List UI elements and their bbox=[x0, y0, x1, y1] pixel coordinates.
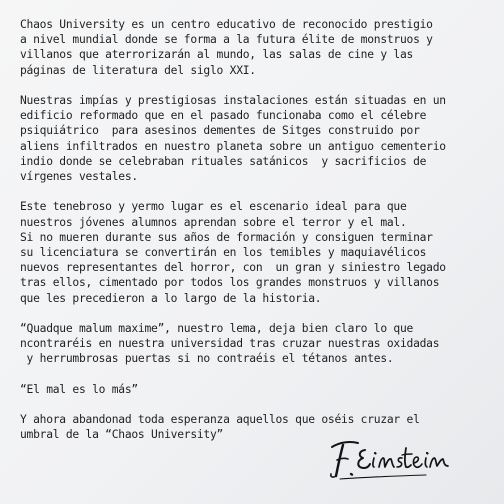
text-line: que les precedieron a lo largo de la historia. bbox=[20, 291, 322, 305]
text-line: páginas de literatura del siglo XXI. bbox=[20, 63, 256, 77]
text-line: Chaos University es un centro educativo de reconocido prestigio bbox=[20, 18, 433, 31]
text-line: “El mal es lo más” bbox=[20, 382, 138, 396]
text-line: nuestros jóvenes alumnos aprendan sobre el terror y el mal. bbox=[20, 215, 407, 229]
text-line: edificio reformado que en el pasado funcionaba como el célebre bbox=[20, 109, 427, 123]
text-line: nuevos representantes del horror, con un gran y siniestro legado bbox=[20, 261, 446, 275]
text-line: umbral de la “Chaos University” bbox=[20, 428, 224, 442]
text-line: psiquiátrico para asesinos dementes de Sitges construido por bbox=[20, 124, 420, 138]
text-line: villanos que aterrorizarán al mundo, las salas de cine y las bbox=[20, 48, 414, 62]
paragraph-intro bbox=[20, 17, 498, 78]
text-line: Y ahora abandonad toda esperanza aquellos que oséis cruzar el bbox=[20, 413, 420, 427]
text-line: ncontraréis en nuestra universidad tras cruzar nuestras oxidadas bbox=[20, 337, 440, 351]
paragraph-facilities bbox=[20, 93, 498, 184]
letter-body bbox=[20, 17, 498, 458]
text-line: Si no mueren durante sus años de formación y consiguen terminar bbox=[20, 230, 433, 244]
text-line: Este tenebroso y yermo lugar es el escenario ideal para que bbox=[20, 200, 407, 214]
text-line: aliens infiltrados en nuestro planeta sobre un antiguo cementerio bbox=[20, 139, 446, 153]
text-line: su licenciatura se convertirán en los temibles y maquiavélicos bbox=[20, 246, 427, 260]
text-line: y herrumbrosas puertas si no contraéis el tétanos antes. bbox=[20, 352, 394, 366]
signature-image bbox=[326, 436, 454, 482]
text-line: a nivel mundial donde se forma a la futura élite de monstruos y bbox=[20, 33, 433, 47]
paragraph-motto bbox=[20, 321, 498, 367]
text-line: “Quadque malum maxime”, nuestro lema, deja bien claro lo que bbox=[20, 322, 414, 336]
paragraph-quote bbox=[20, 382, 498, 397]
paragraph-students bbox=[20, 199, 498, 305]
text-line: vírgenes vestales. bbox=[20, 170, 138, 184]
text-line: Nuestras impías y prestigiosas instalaciones están situadas en un bbox=[20, 94, 446, 107]
text-line: tras ellos, cimentado por todos los grandes monstruos y villanos bbox=[20, 276, 440, 290]
text-line: indio donde se celebraban rituales satánicos y sacrificios de bbox=[20, 154, 427, 168]
